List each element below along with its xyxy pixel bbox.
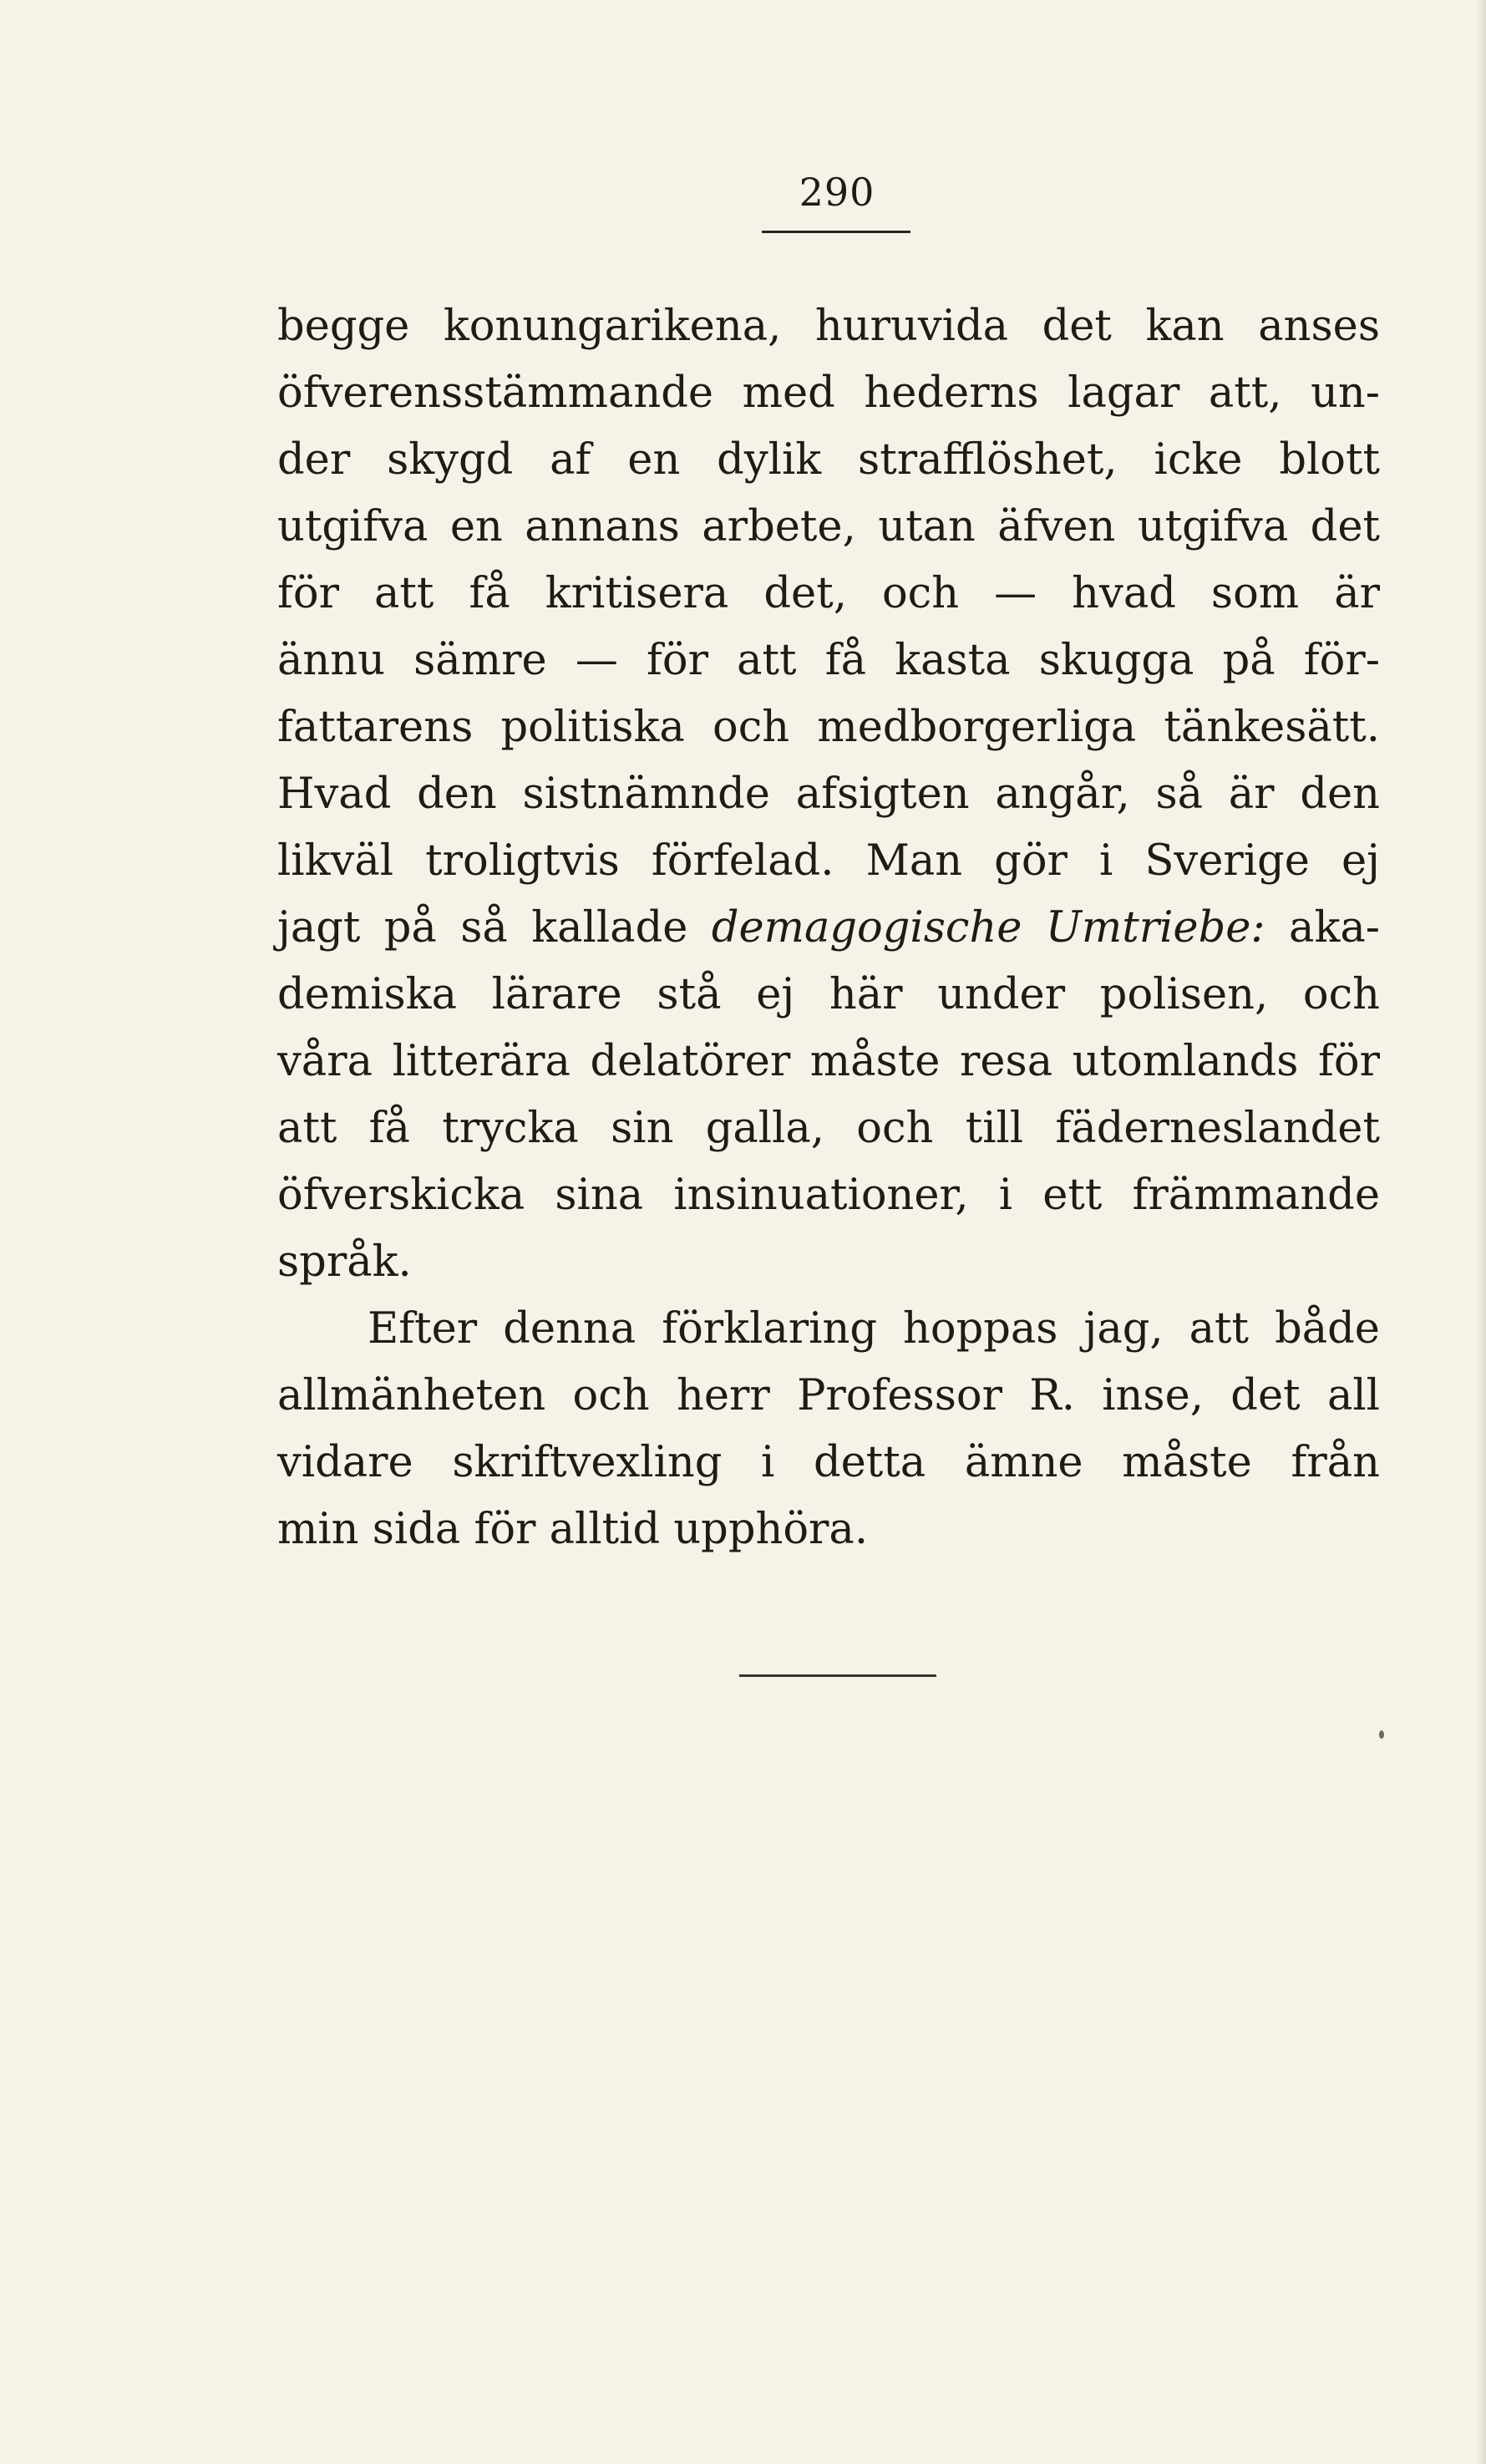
- text-line: för att få kritisera det, och — hvad som är: [277, 569, 1380, 618]
- text-line: öfverskicka sina insinuationer, i ett främmande: [277, 1171, 1380, 1220]
- text-line: allmänheten och herr Professor R. inse, det all: [277, 1371, 1380, 1420]
- text-line-with-italic: [277, 895, 1380, 962]
- line-text-before-italic: jagt på så kallade: [277, 903, 712, 953]
- header-rule: [762, 231, 910, 233]
- page-number: 290: [799, 170, 875, 215]
- text-line: utgifva en annans arbete, utan äfven utgifva det: [277, 502, 1380, 551]
- body-text: [277, 293, 1380, 1563]
- section-end-rule: [739, 1674, 936, 1677]
- page-edge-shadow: [1476, 0, 1486, 2464]
- italic-phrase: demagogische Umtriebe:: [711, 903, 1265, 953]
- paragraph-end-line: språk.: [277, 1237, 412, 1287]
- line-text-after-italic: aka-: [1265, 903, 1380, 953]
- text-line: der skygd af en dylik strafflöshet, icke blott: [277, 435, 1380, 485]
- paper-speck: [1379, 1730, 1384, 1739]
- text-line: öfverensstämmande med hederns lagar att, un-: [277, 368, 1380, 418]
- text-line: ännu sämre — för att få kasta skugga på för-: [277, 636, 1380, 685]
- paragraph-start-line: Efter denna förklaring hoppas jag, att både: [368, 1304, 1380, 1354]
- paragraph-end-line: min sida för alltid upphöra.: [277, 1505, 869, 1554]
- text-line: att få trycka sin galla, och till fäderneslandet: [277, 1104, 1380, 1153]
- text-line: begge konungarikena, huruvida det kan anses: [277, 302, 1380, 351]
- text-line: demiska lärare stå ej här under polisen, och: [277, 970, 1380, 1019]
- text-line: likväl troligtvis förfelad. Man gör i Sverige ej: [277, 836, 1380, 886]
- text-line: våra litterära delatörer måste resa utomlands för: [277, 1037, 1380, 1086]
- text-line: vidare skriftvexling i detta ämne måste från: [277, 1438, 1380, 1487]
- text-line: Hvad den sistnämnde afsigten angår, så är den: [277, 770, 1380, 819]
- text-line: fattarens politiska och medborgerliga tänkesätt.: [277, 703, 1380, 752]
